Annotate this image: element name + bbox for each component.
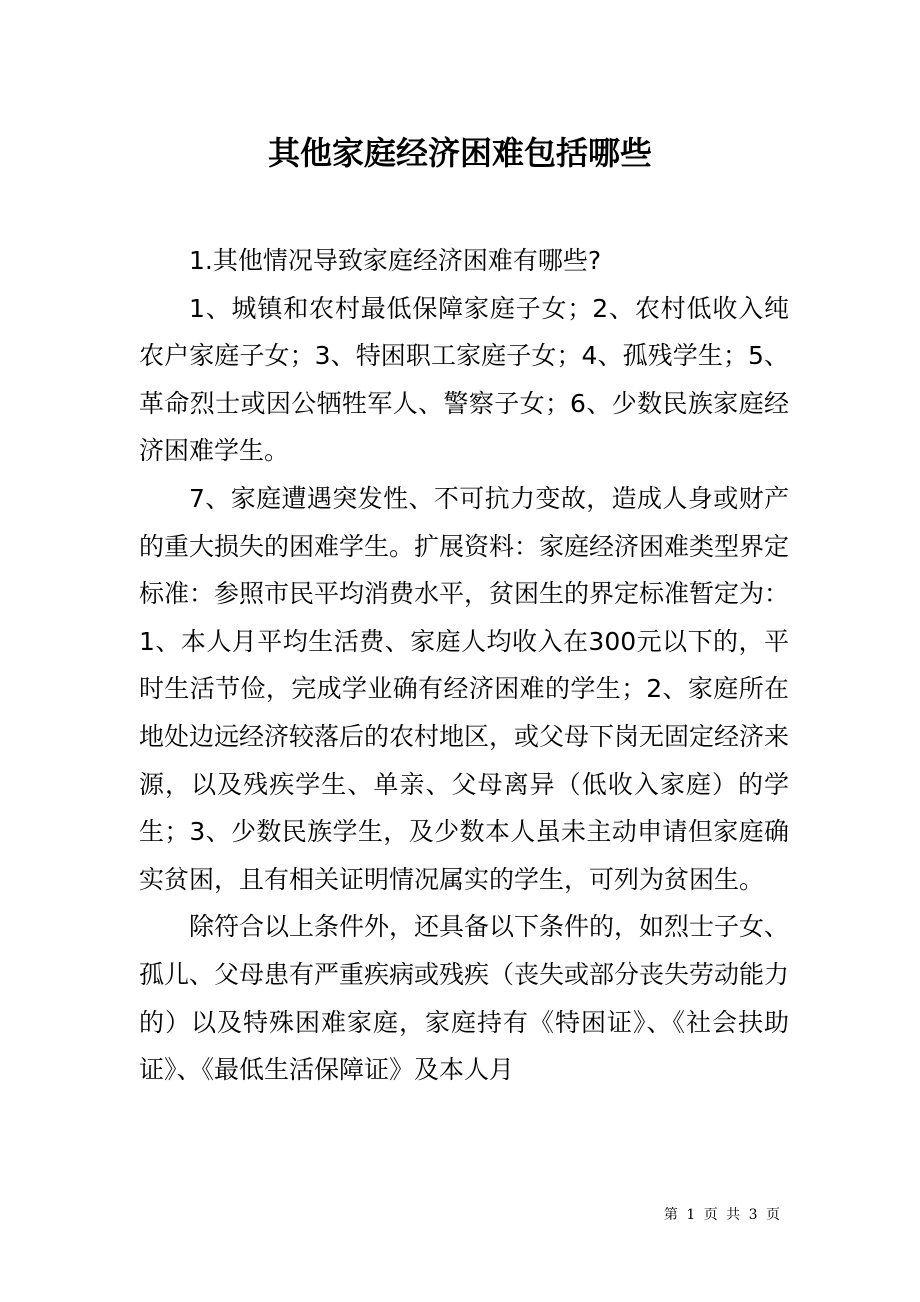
paragraph-item-7-criteria: 7、家庭遭遇突发性、不可抗力变故，造成人身或财产的重大损失的困难学生。扩展资料：家庭经济困难类型界定标准：参照市民平均消费水平，贫困生的界定标准暂定为：1、本人月平均生活费、家庭人均收入在300元以下的，平时生活节俭，完成学业确有经济困难的学生；2、家庭所在地处边远经济较落后的农村地区，或父母下岗无固定经济来源，以及残疾学生、单亲、父母离异（低收入家庭）的学生；3、少数民族学生，及少数本人虽未主动申请但家庭确实贫困，且有相关证明情况属实的学生，可列为贫困生。 xyxy=(139,483,790,894)
paragraph-additional-conditions: 除符合以上条件外，还具备以下条件的，如烈士子女、孤儿、父母患有严重疾病或残疾（丧失或部分丧失劳动能力的）以及特殊困难家庭，家庭持有《特困证》、《社会扶助证》、《最低生活保障证》及本人月 xyxy=(139,912,790,1085)
paragraph-list-1-6: 1、城镇和农村最低保障家庭子女；2、农村低收入纯农户家庭子女；3、特困职工家庭子女；4、孤残学生；5、革命烈士或因公牺牲军人、警察子女；6、少数民族家庭经济困难学生。 xyxy=(139,293,789,466)
document-title: 其他家庭经济困难包括哪些 xyxy=(267,134,652,172)
document-body xyxy=(139,237,789,1094)
page-number-footer: 第 1 页 共 3 页 xyxy=(663,1207,780,1223)
paragraph-question: 1.其他情况导致家庭经济困难有哪些? xyxy=(189,246,602,275)
